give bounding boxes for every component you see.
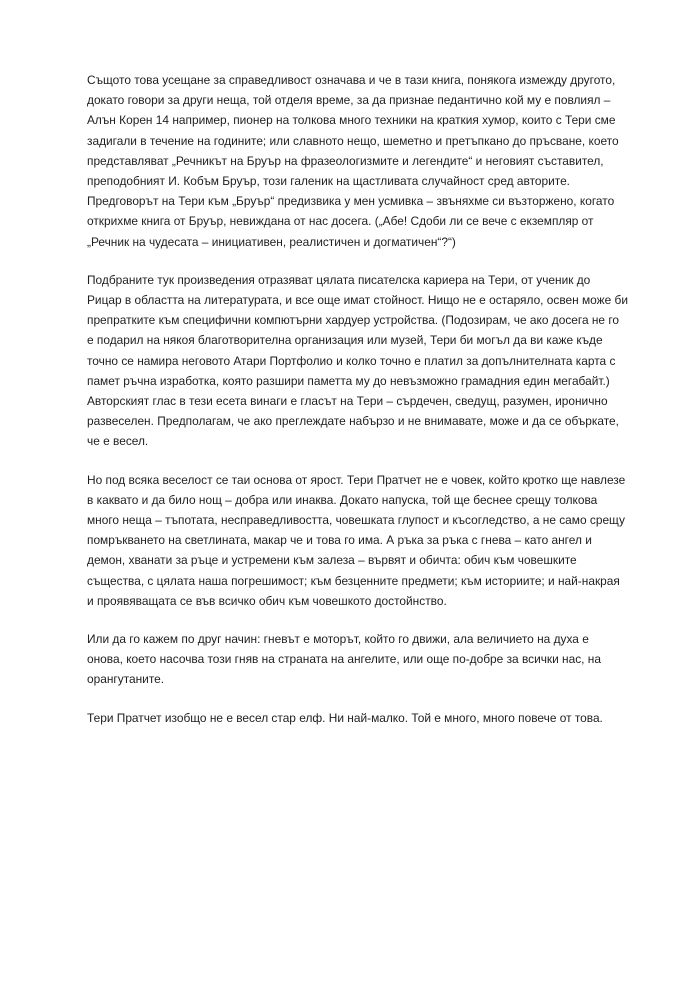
text-line: Тери Пратчет изобщо не е весел стар елф. Ни най-малко. Той е много, много повече от това. <box>87 710 603 725</box>
text-line: Същото това усещане за справедливост означава и че в тази книга, понякога измежду другото, <box>87 73 616 87</box>
text-line: Авторският глас в тези есета винаги е гласът на Тери – сърдечен, сведущ, разумен, иронично <box>87 394 608 409</box>
text-line: същества, с цялата наша погрешимост; към безценните предмети; към историите; и най-накрая <box>87 573 620 588</box>
text-line: демон, хванати за ръце и устремени към залеза – вървят и обичта: обич към човешките <box>87 553 577 568</box>
document-page <box>87 70 628 746</box>
paragraph-1 <box>87 70 622 252</box>
text-line: Рицар в областта на литературата, и все още имат стойност. Нищо не е остаряло, освен може би <box>87 293 628 308</box>
text-line: орангутаните. <box>87 672 165 687</box>
text-line: Подбраните тук произведения отразяват цялата писателска кариера на Тери, от ученик до <box>87 272 591 287</box>
text-line: докато говори за други неща, той отделя време, за да признае педантично кой му е повлиял – <box>87 93 611 108</box>
text-line: в каквато и да било нощ – добра или инаква. Докато напуска, той ще беснее срещу толкова <box>87 492 598 507</box>
text-line: Предговорът на Тери към „Бруър“ предизвика у мен усмивка – звъняхме си възторжено, когато <box>87 194 615 209</box>
text-line: „Речник на чудесата – инициативен, реалистичен и догматичен“?“) <box>87 234 456 249</box>
text-line: Алън Корен 14 например, пионер на толкова много техники на краткия хумор, които с Тери сме <box>87 113 616 128</box>
text-line: точно се намира неговото Атари Портфолио и колко точно е платил за допълнителната карта с <box>87 353 616 368</box>
text-line: представляват „Речникът на Бруър на фразеологизмите и легендите“ и неговият съставител, <box>87 153 604 168</box>
paragraph-4 <box>87 629 622 690</box>
text-line: Или да го кажем по друг начин: гневът е моторът, който го движи, ала величието на духа е <box>87 632 589 647</box>
paragraph-2 <box>87 270 628 452</box>
text-line: и проявяващата се във всичко обич към човешкото достойнство. <box>87 593 447 608</box>
paragraph-3 <box>87 470 626 611</box>
text-line: е подарил на някоя благотворителна организация или музей, Тери би могъл да ви каже къде <box>87 333 603 348</box>
text-line: открихме книга от Бруър, невиждана от нас досега. („Абе! Сдоби ли се вече с екземпляр от <box>87 214 594 229</box>
text-line: Но под всяка веселост се таи основа от ярост. Тери Пратчет не е човек, който кротко ще навлезе <box>87 472 626 487</box>
text-line: развеселен. Предполагам, че ако преглеждате набързо и не внимавате, може и да се объркате, <box>87 414 619 429</box>
text-line: памет ръчна изработка, която разшири паметта му до невъзможно грамадния един мегабайт.) <box>87 373 610 388</box>
text-line: много неща – тъпотата, несправедливостта, човешката глупост и късогледство, а не само срещу <box>87 513 625 528</box>
paragraph-5 <box>87 708 622 728</box>
text-line: помръкването на светлината, макар че и това го има. А ръка за ръка с гнева – като ангел и <box>87 533 592 548</box>
text-line: преподобният И. Кобъм Бруър, този галеник на щастливата случайност сред авторите. <box>87 174 570 189</box>
text-line: че е весел. <box>87 434 149 449</box>
text-line: онова, което насочва този гняв на страната на ангелите, или още по-добре за всички нас, на <box>87 652 601 667</box>
text-line: препратките към специфични компютърни хардуер устройства. (Подозирам, че ако досега не го <box>87 313 620 328</box>
text-line: задигали в течение на годините; или славното нещо, шеметно и претъпкано до пръсване, което <box>87 133 619 148</box>
